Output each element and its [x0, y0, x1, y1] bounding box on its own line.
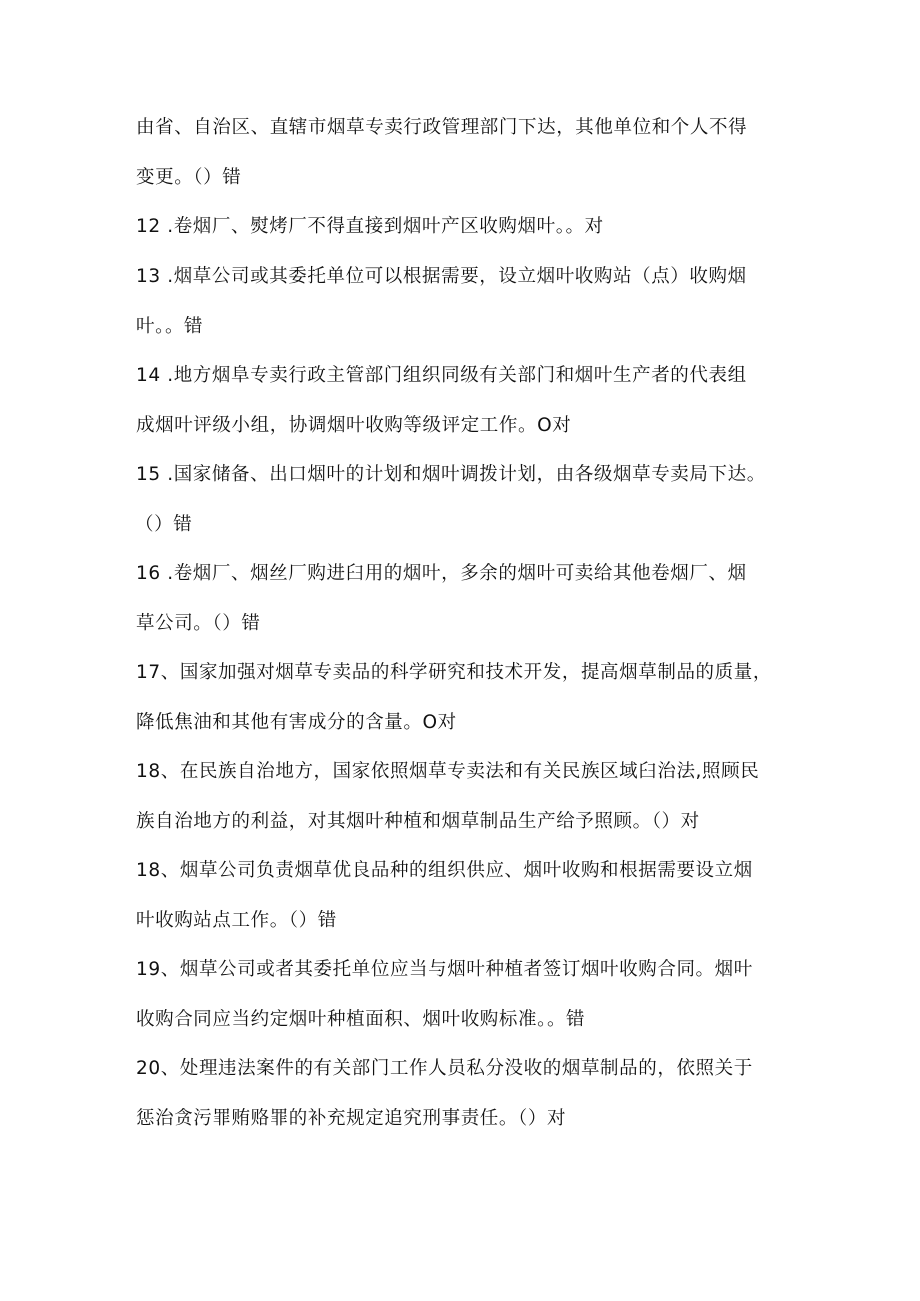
text-line: 叶。。错 [136, 316, 204, 337]
text-line: 变更。（）错 [136, 167, 242, 188]
text-line: 19、烟草公司或者其委托单位应当与烟叶种植者签订烟叶收购合同。烟叶 [136, 959, 753, 980]
text-line: 15 .国家储备、出口烟叶的计划和烟叶调拨计划，由各级烟草专卖局下达。 [136, 464, 766, 485]
text-line: 由省、自治区、直辖市烟草专卖行政管理部门下达，其他单位和个人不得 [136, 117, 748, 138]
text-line: 成烟叶评级小组，协调烟叶收购等级评定工作。O对 [136, 415, 572, 436]
text-line: 20、处理违法案件的有关部门工作人员私分没收的烟草制品的，依照关于 [136, 1058, 753, 1079]
text-line: 草公司。（）错 [136, 613, 261, 634]
text-line: （）错 [135, 514, 193, 535]
text-line: 17、国家加强对烟草专卖品的科学研究和技术开发，提高烟草制品的质量， [136, 662, 772, 683]
text-line: 收购合同应当约定烟叶种植面积、烟叶收购标准。。错 [136, 1009, 586, 1030]
text-line: 叶收购站点工作。（）错 [136, 910, 337, 931]
text-line: 惩治贪污罪贿赂罪的补充规定追究刑事责任。（）对 [136, 1108, 567, 1129]
text-line: 族自治地方的利益，对其烟叶种植和烟草制品生产给予照顾。（）对 [136, 811, 700, 832]
text-line: 14 .地方烟阜专卖行政主管部门组织同级有关部门和烟叶生产者的代表组 [136, 365, 747, 386]
text-line: 18、在民族自治地方，国家依照烟草专卖法和有关民族区域臼治法,照顾民 [136, 761, 760, 782]
text-line: 12 .卷烟厂、熨烤厂不得直接到烟叶产区收购烟叶。。对 [136, 216, 604, 237]
text-line: 13 .烟草公司或其委托单位可以根据需要，设立烟叶收购站（点）收购烟 [136, 266, 747, 287]
text-line: 18、烟草公司负责烟草优良品种的组织供应、烟叶收购和根据需要设立烟 [136, 860, 753, 881]
text-line: 降低焦油和其他有害成分的含量。O对 [136, 712, 457, 733]
text-line: 16 .卷烟厂、烟丝厂购进臼用的烟叶，多余的烟叶可卖给其他卷烟厂、烟 [136, 563, 747, 584]
